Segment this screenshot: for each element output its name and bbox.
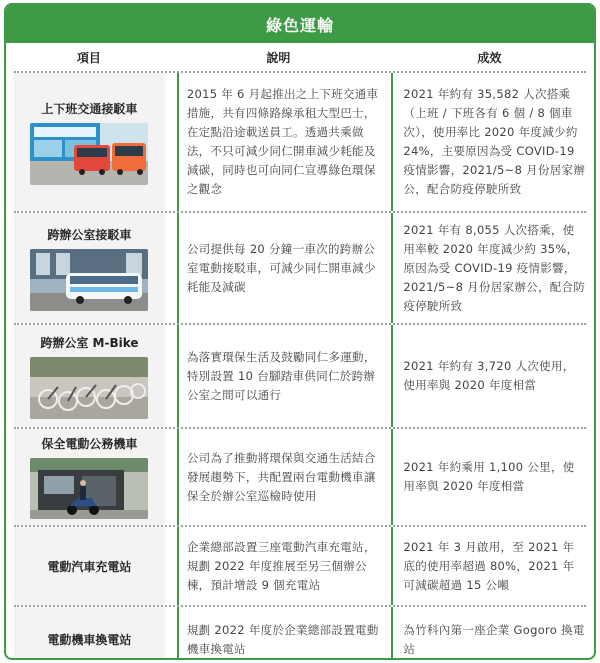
item-result: 2021 年約有 3,720 人次使用，使用率與 2020 年度相當 [391,325,586,427]
item-desc: 規劃 2022 年度於企業總部設置電動機車換電站 [177,607,382,660]
table-row [14,73,586,213]
item-desc: 為落實環保生活及鼓勵同仁多運動，特別設置 10 台腳踏車供同仁於跨辦公室之間可以通行 [177,325,382,427]
electric-shuttle-bus-photo [30,249,148,311]
green-transport-table [4,3,596,660]
item-desc: 企業總部設置三座電動汽車充電站，規劃 2022 年度推展至另三個辦公棟，預計增設 9 個充電站 [177,527,382,605]
item-cell [14,527,165,605]
item-name: 電動機車換電站 [47,633,132,647]
item-result: 為竹科內第一座企業 Gogoro 換電站 [391,607,586,660]
item-result: 2021 年約有 35,582 人次搭乘（上班 / 下班各有 6 個 / 8 個車次），使用率比 2020 年度減少約 24%，主要原因為受 COVID-19 疫情影響，2021/5~8 月份居家辦公，配合防疫停駛所致 [391,73,586,211]
item-name: 跨辦公室 M-Bike [40,335,139,350]
item-cell [14,429,165,525]
header-desc: 說明 [266,50,291,65]
table-header [14,43,586,73]
item-name: 跨辦公室接駁車 [47,227,132,242]
table-row [14,325,586,429]
item-cell [14,73,165,211]
bicycle-rack-photo [30,357,148,419]
item-desc: 公司提供每 20 分鐘一車次的跨辦公室電動接駁車，可減少同仁開車減少耗能及減碳 [177,213,382,323]
header-result: 成效 [477,50,502,65]
commuter-shuttle-bus-photo [30,123,148,185]
item-desc: 2015 年 6 月起推出之上下班交通車措施，共有四條路線承租大型巴士，在定點沿途載送員工。透過共乘做法，不只可減少同仁開車減少耗能及減碳，同時也可向同仁宣導綠色環保之觀念 [177,73,382,211]
table-row [14,607,586,660]
table-row [14,213,586,325]
item-name: 上下班交通接駁車 [41,101,138,116]
header-item: 項目 [76,50,101,65]
item-result: 2021 年約乘用 1,100 公里，使用率與 2020 年度相當 [391,429,586,525]
table-row [14,527,586,607]
item-desc: 公司為了推動將環保與交通生活結合發展趨勢下，共配置兩台電動機車讓保全於辦公室巡檢時使用 [177,429,382,525]
item-cell [14,325,165,427]
item-name: 電動汽車充電站 [47,559,132,574]
table-row [14,429,586,527]
item-result: 2021 年 3 月啟用，至 2021 年底的使用率超過 80%，2021 年可減碳超過 15 公噸 [391,527,586,605]
item-cell [14,213,165,323]
item-cell [14,607,165,660]
table-title: 綠色運輸 [6,5,594,43]
item-result: 2021 年有 8,055 人次搭乘，使用率較 2020 年度減少約 35%，原因為受 COVID-19 疫情影響，2021/5~8 月份居家辦公，配合防疫停駛所致 [391,213,586,323]
item-name: 保全電動公務機車 [41,437,138,451]
electric-scooter-guardhouse-photo [30,458,148,519]
